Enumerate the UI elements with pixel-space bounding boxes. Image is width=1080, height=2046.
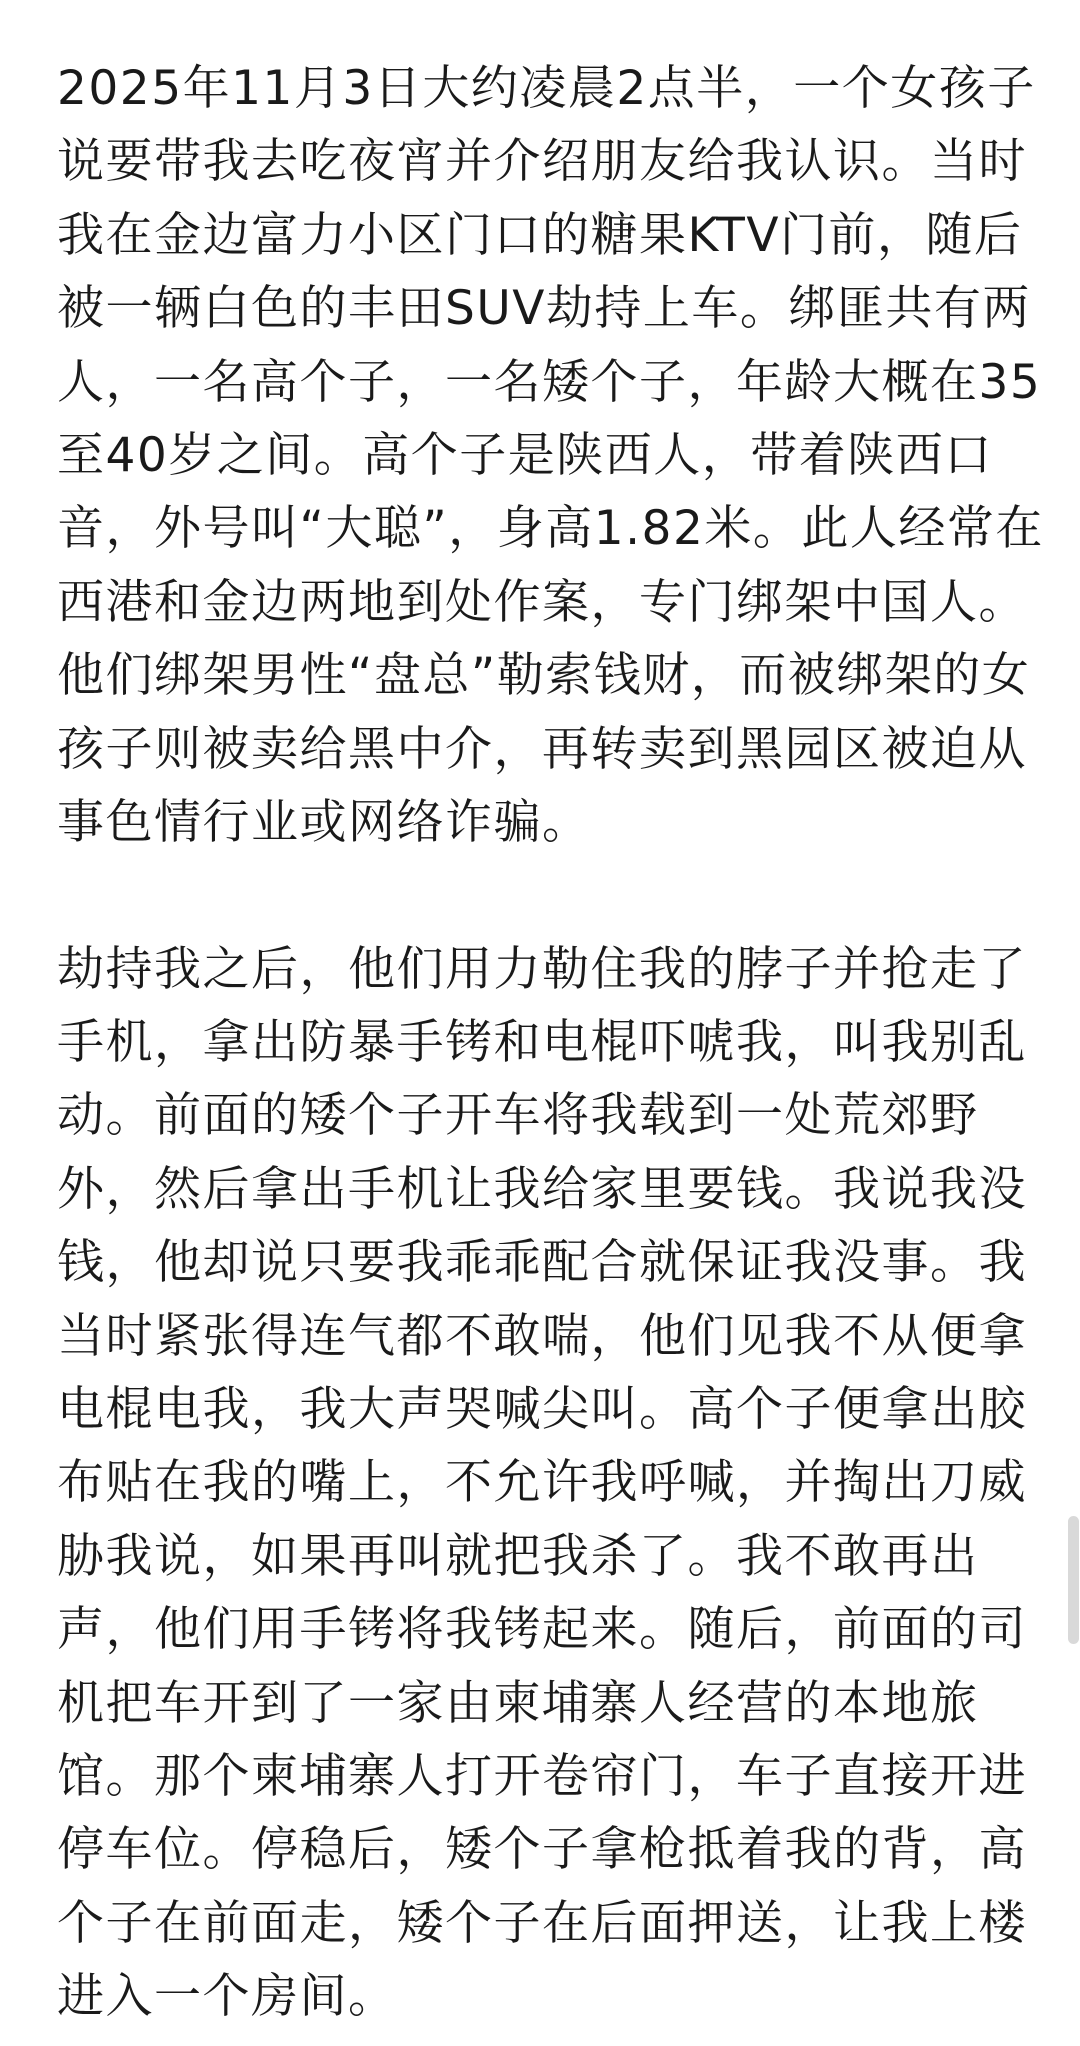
text-line: 说要带我去吃夜宵并介绍朋友给我认识。当时 bbox=[57, 134, 1027, 190]
text-line: 事色情行业或网络诈骗。 bbox=[57, 794, 591, 850]
text-line: 被一辆白色的丰田SUV劫持上车。绑匪共有两 bbox=[57, 281, 1031, 337]
text-line: 我在金边富力小区门口的糖果KTV门前，随后 bbox=[57, 207, 1023, 263]
text-line: 电棍电我，我大声哭喊尖叫。高个子便拿出胶 bbox=[57, 1382, 1027, 1438]
text-line: 布贴在我的嘴上，不允许我呼喊，并掏出刀威 bbox=[57, 1455, 1027, 1511]
scrollbar-thumb[interactable] bbox=[1068, 1516, 1079, 1644]
text-line: 外，然后拿出手机让我给家里要钱。我说我没 bbox=[57, 1161, 1027, 1217]
paragraph-1 bbox=[57, 52, 1044, 859]
text-line: 手机，拿出防暴手铐和电棍吓唬我，叫我别乱 bbox=[57, 1015, 1027, 1071]
text-line: 音，外号叫“大聪”，身高1.82米。此人经常在 bbox=[57, 501, 1044, 557]
text-line: 钱，他却说只要我乖乖配合就保证我没事。我 bbox=[57, 1235, 1027, 1291]
text-line: 声，他们用手铐将我铐起来。随后，前面的司 bbox=[57, 1602, 1027, 1658]
text-line: 胁我说，如果再叫就把我杀了。我不敢再出 bbox=[57, 1528, 979, 1584]
text-line: 孩子则被卖给黑中介，再转卖到黑园区被迫从 bbox=[57, 721, 1027, 777]
text-line: 西港和金边两地到处作案，专门绑架中国人。 bbox=[57, 574, 1027, 630]
text-line: 当时紧张得连气都不敢喘，他们见我不从便拿 bbox=[57, 1308, 1027, 1364]
text-line: 劫持我之后，他们用力勒住我的脖子并抢走了 bbox=[57, 941, 1027, 997]
paragraph-2 bbox=[57, 933, 1037, 2034]
text-line: 停车位。停稳后，矮个子拿枪抵着我的背，高 bbox=[57, 1822, 1027, 1878]
text-line: 至40岁之间。高个子是陕西人，带着陕西口 bbox=[57, 427, 993, 483]
text-line: 个子在前面走，矮个子在后面押送，让我上楼 bbox=[57, 1895, 1027, 1951]
text-line: 馆。那个柬埔寨人打开卷帘门，车子直接开进 bbox=[57, 1748, 1027, 1804]
paragraph-spacer bbox=[57, 859, 1037, 932]
text-line: 机把车开到了一家由柬埔寨人经营的本地旅 bbox=[57, 1675, 979, 1731]
text-line: 动。前面的矮个子开车将我载到一处荒郊野 bbox=[57, 1088, 979, 1144]
article-body bbox=[57, 52, 1044, 2034]
text-line: 进入一个房间。 bbox=[57, 1969, 397, 2025]
text-line: 人，一名高个子，一名矮个子，年龄大概在35 bbox=[57, 354, 1042, 410]
text-line: 他们绑架男性“盘总”勒索钱财，而被绑架的女 bbox=[57, 648, 1031, 704]
text-line: 2025年11月3日大约凌晨2点半，一个女孩子 bbox=[57, 61, 1036, 116]
